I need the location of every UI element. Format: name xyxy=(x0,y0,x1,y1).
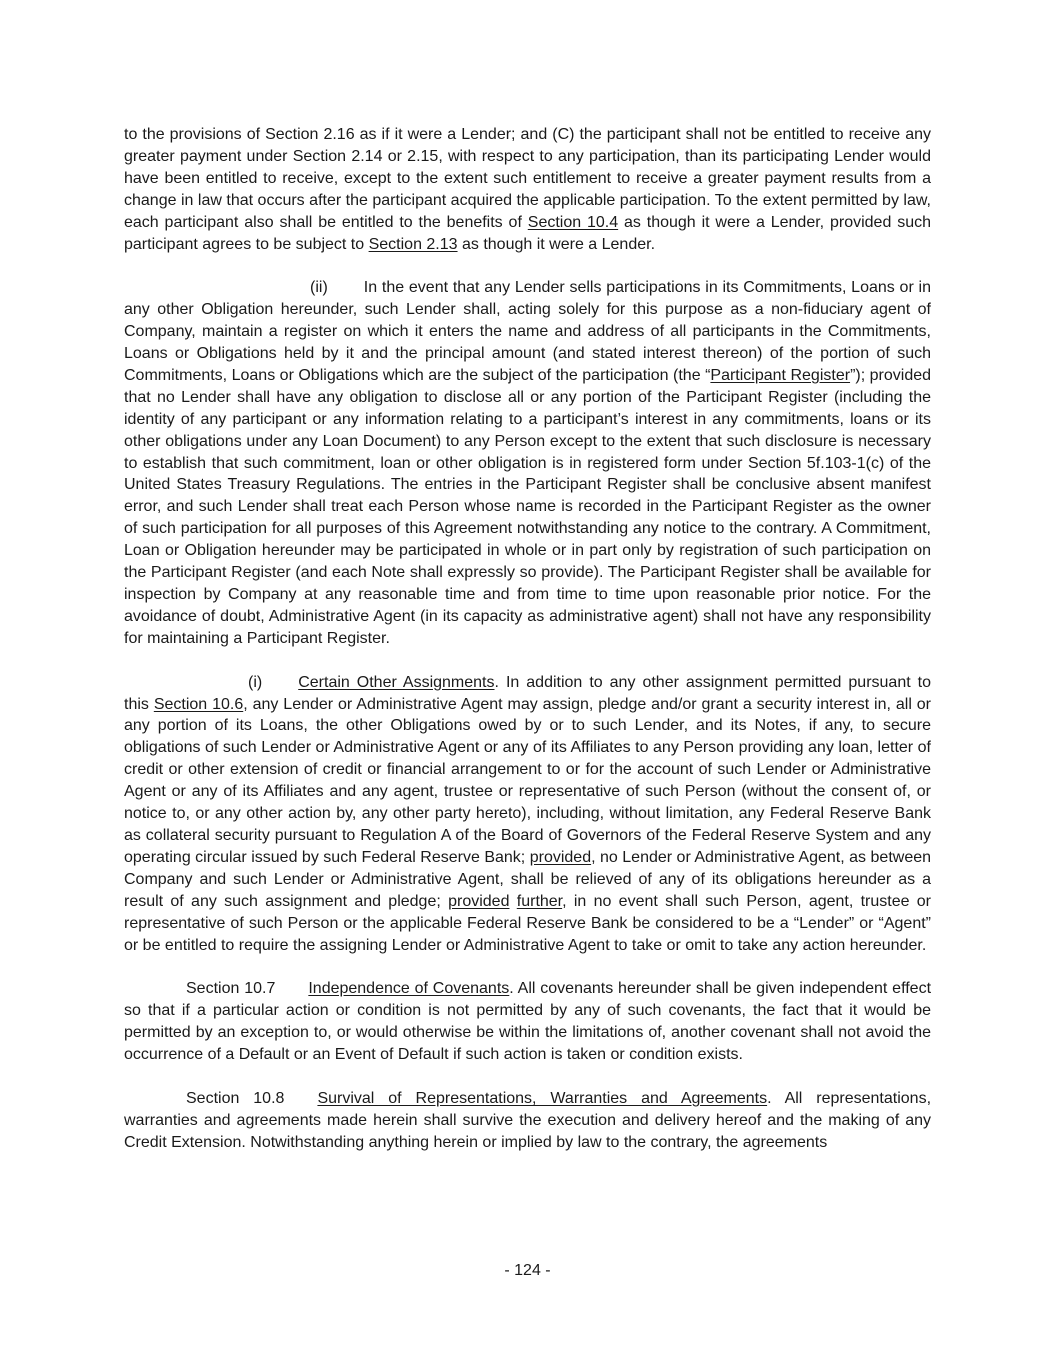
section-10-6-link[interactable]: Section 10.6 xyxy=(153,695,244,713)
paragraph-ii-label: (ii) xyxy=(310,279,328,297)
section-2-13-link[interactable]: Section 2.13 xyxy=(368,235,458,253)
paragraph-ii-text-1: In the event that any Lender sells participations in its Commitments, Loans or in any other Obligation hereunder, such Lender shall, acting solely for this purpose as a non-fiduciary agent of Company, maintain a register on which it enters the name and address of all participants in the Commitments, Loans or Obligations held by it and the principal amount (and stated interest thereon) of the portion of such Commitments, Loans or Obligations which are the subject of the participation (the “ xyxy=(124,279,931,384)
continuation-text-1: to the provisions of Section 2.16 as if it were a Lender; and (C) the participant shall not be entitled to receive any greater payment under Section 2.14 or 2.15, with respect to any participation, than its participating Lender would have been entitled to receive, except to the extent such entitlement to receive a greater payment results from a change in law that occurs after the participant acquired the applicable participation. To the extent permitted by law, each participant also shall be entitled to the benefits of xyxy=(124,126,931,231)
provided-term: provided xyxy=(448,892,510,910)
paragraph-ii xyxy=(124,277,931,649)
paragraph-i-text-1: . In addition to any other assignment permitted pursuant to this xyxy=(124,673,932,713)
section-10-8 xyxy=(124,1088,931,1154)
paragraph-i-label: (i) xyxy=(248,673,263,691)
section-10-4-link[interactable]: Section 10.4 xyxy=(527,213,619,231)
provided-term: provided xyxy=(529,848,592,866)
section-10-8-body: . All representations, warranties and agreements made herein shall survive the execution and delivery hereof and the making of any Credit Extension. Notwithstanding anything herein or implied by law to the contrary, the agreements xyxy=(124,1089,932,1151)
paragraph-i-text-2: , any Lender or Administrative Agent may assign, pledge and/or grant a security interest in, all or any portion of its Loans, the other Obligations owed by or to such Lender, and its Notes, if any, to secure obligations of such Lender or Administrative Agent or any of its Affiliates to any Person providing any loan, letter of credit or other extension of credit or financial arrangement to or for the account of such Lender or Administrative Agent or any of its Affiliates and any agent, trustee or representative of such Person (without the consent of, or notice to, or any other action by, any other party hereto), including, without limitation, any Federal Reserve Bank as collateral security pursuant to Regulation A of the Board of Governors of the Federal Reserve System and any operating circular issued by such Federal Reserve Bank; xyxy=(124,695,932,866)
section-10-7-heading: Independence of Covenants xyxy=(308,980,510,998)
page-number: - 124 - xyxy=(504,1262,551,1279)
paragraph-ii-text-2: ”); provided that no Lender shall have any obligation to disclose all or any portion of the Participant Register (including the identity of any participant or any information relating to a participant’s interest in any commitments, loans or its other obligations under any Loan Document) to any Person except to the extent that such disclosure is necessary to establish that such commitment, loan or other obligation is in registered form under Section 5f.103-1(c) of the United States Treasury Regulations. The entries in the Participant Register shall be conclusive absent manifest error, and such Lender shall treat each Person whose name is recorded in the Participant Register as the owner of such participation for all purposes of this Agreement notwithstanding any notice to the contrary. A Commitment, Loan or Obligation hereunder may be participated in whole or in part only by registration of such participation on the Participant Register (and each Note shall expressly so provide). The Participant Register shall be available for inspection by Company at any reasonable time and from time to time upon reasonable prior notice. For the avoidance of doubt, Administrative Agent (in its capacity as administrative agent) shall not have any responsibility for maintaining a Participant Register. xyxy=(124,366,932,647)
section-10-8-number: Section 10.8 xyxy=(186,1089,285,1107)
paragraph-i-heading: Certain Other Assignments xyxy=(298,673,495,691)
paragraph-i xyxy=(124,672,931,957)
continuation-paragraph xyxy=(124,124,931,255)
continuation-text-2: as though it were a Lender, provided such participant agrees to be subject to xyxy=(124,213,932,253)
further-term: further xyxy=(516,892,563,910)
section-10-7-body: . All covenants hereunder shall be given independent effect so that if a particular action or condition is not permitted by any of such covenants, the fact that it would be permitted by an exception to, or would otherwise be within the limitations of, another covenant shall not avoid the occurrence of a Default or an Event of Default if such action is taken or condition exists. xyxy=(124,980,932,1064)
body-text xyxy=(124,124,931,1154)
section-10-7-number: Section 10.7 xyxy=(186,980,276,998)
section-10-8-heading: Survival of Representations, Warranties and Agreements xyxy=(317,1089,768,1107)
section-10-7 xyxy=(124,978,931,1066)
participant-register-term: Participant Register xyxy=(710,366,851,384)
continuation-text-3: as though it were a Lender. xyxy=(457,235,656,253)
paragraph-i-text-3: , no Lender or Administrative Agent, as between Company and such Lender or Administrative Agent, shall be relieved of any of its obligations hereunder as a result of any such assignment and pledge; xyxy=(124,848,932,910)
paragraph-i-text-4: , in no event shall such Person, agent, trustee or representative of such Person or the applicable Federal Reserve Bank be considered to be a “Lender” or “Agent” or be entitled to require the assigning Lender or Administrative Agent to take or omit to take any action hereunder. xyxy=(124,892,932,954)
